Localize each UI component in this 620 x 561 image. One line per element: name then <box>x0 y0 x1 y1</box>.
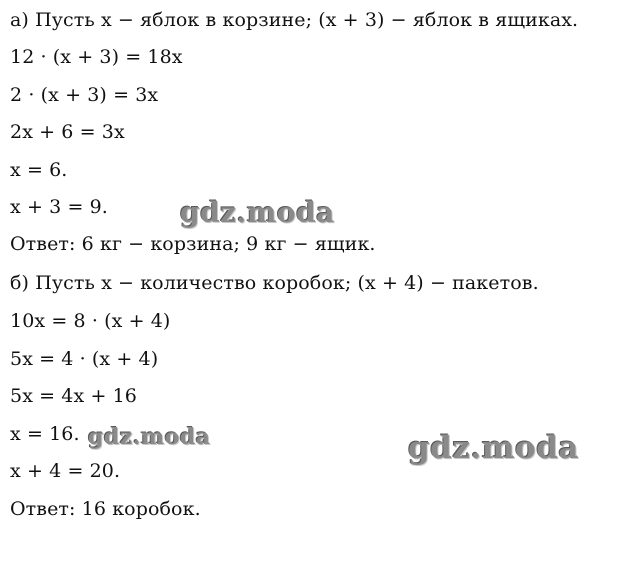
line-equation-3: 2x + 6 = 3x <box>10 121 125 143</box>
line-solution-x-b: x = 16. <box>10 423 80 445</box>
line-solution-x-plus: x + 3 = 9. <box>10 196 108 218</box>
line-equation-6: 5x = 4x + 16 <box>10 385 137 407</box>
line-answer-b: Ответ: 16 коробок. <box>10 498 201 520</box>
line-part-a-definition: а) Пусть x − яблок в корзине; (x + 3) − яблок в ящиках. <box>10 9 579 31</box>
line-equation-2: 2 · (x + 3) = 3x <box>10 84 159 106</box>
watermark-logo: gdz.moda <box>408 430 579 466</box>
line-equation-5: 5x = 4 · (x + 4) <box>10 348 159 370</box>
line-solution-x: x = 6. <box>10 159 68 181</box>
line-part-b-definition: б) Пусть x − количество коробок; (x + 4) − пакетов. <box>10 272 539 294</box>
line-equation-4: 10x = 8 · (x + 4) <box>10 310 171 332</box>
line-equation-1: 12 · (x + 3) = 18x <box>10 46 183 68</box>
line-solution-x-plus-b: x + 4 = 20. <box>10 460 121 482</box>
watermark-logo: gdz.moda <box>88 424 211 450</box>
watermark-logo: gdz.moda <box>180 196 335 229</box>
line-answer-a: Ответ: 6 кг − корзина; 9 кг − ящик. <box>10 233 376 255</box>
